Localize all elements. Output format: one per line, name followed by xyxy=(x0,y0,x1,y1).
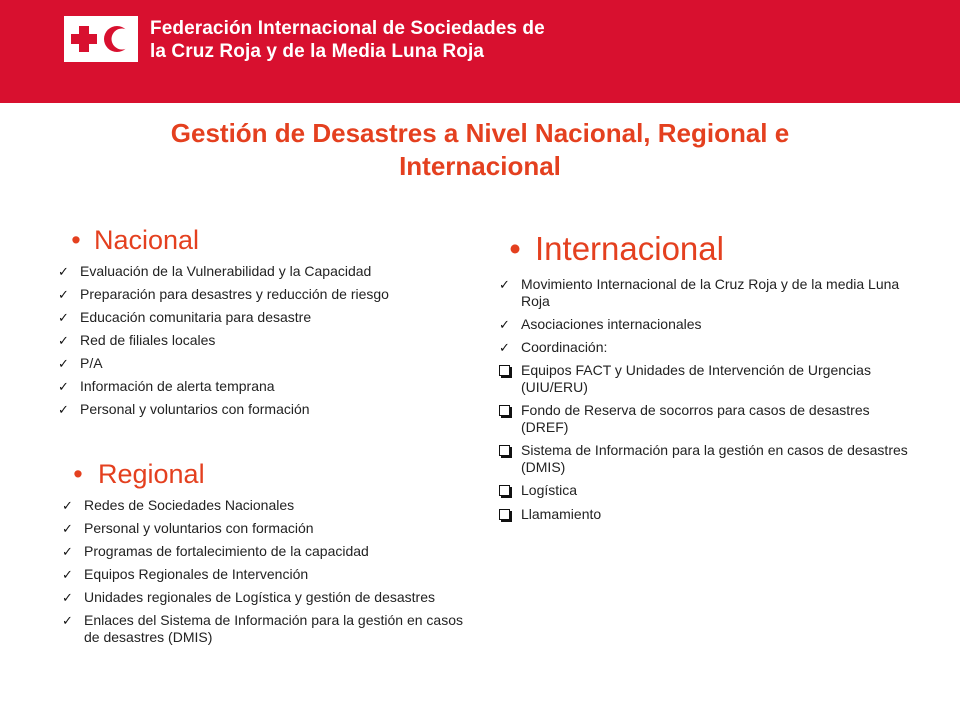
checkmark-icon: ✓ xyxy=(499,340,510,355)
checkmark-icon: ✓ xyxy=(58,333,69,348)
nacional-list xyxy=(58,263,458,418)
nacional-heading xyxy=(58,222,458,258)
list-item-text: Evaluación de la Vulnerabilidad y la Capacidad xyxy=(80,263,372,279)
regional-list xyxy=(58,497,468,646)
list-item xyxy=(62,566,468,583)
list-item-text: Preparación para desastres y reducción de riesgo xyxy=(80,286,389,302)
list-item xyxy=(62,520,468,537)
list-item xyxy=(58,378,458,395)
list-item-text: Personal y voluntarios con formación xyxy=(80,401,310,417)
checkmark-icon: ✓ xyxy=(62,567,73,582)
page-title xyxy=(40,117,920,183)
internacional-heading-text: Internacional xyxy=(535,230,724,267)
list-item-text: Coordinación: xyxy=(521,339,608,355)
checkmark-icon: ✓ xyxy=(58,356,69,371)
list-item xyxy=(62,543,468,560)
checkmark-icon: ✓ xyxy=(499,277,510,292)
checkmark-icon: ✓ xyxy=(58,379,69,394)
list-item-text: Fondo de Reserva de socorros para casos de desastres (DREF) xyxy=(521,402,870,435)
list-item-text: Información de alerta temprana xyxy=(80,378,275,394)
list-item xyxy=(499,482,915,500)
red-cross-crescent-icon xyxy=(64,16,138,62)
list-item xyxy=(58,309,458,326)
list-item xyxy=(58,286,458,303)
box-bullet-icon xyxy=(499,506,521,524)
header-banner xyxy=(0,0,960,103)
list-item-text: Llamamiento xyxy=(521,506,602,522)
list-item xyxy=(62,612,468,646)
list-item xyxy=(58,263,458,280)
org-name-line1: Federación Internacional de Sociedades de xyxy=(150,18,545,39)
title-line2: Internacional xyxy=(399,151,561,181)
list-item-text: Equipos FACT y Unidades de Intervención de Urgencias (UIU/ERU) xyxy=(521,362,871,395)
list-item-text: Personal y voluntarios con formación xyxy=(84,520,314,536)
regional-heading xyxy=(58,456,468,492)
list-item xyxy=(499,316,915,333)
list-item xyxy=(499,442,915,476)
list-item-text: Enlaces del Sistema de Información para la gestión en casos de desastres (DMIS) xyxy=(84,612,463,645)
nacional-section xyxy=(58,222,458,424)
checkmark-icon: ✓ xyxy=(58,310,69,325)
org-name-line2: la Cruz Roja y de la Media Luna Roja xyxy=(150,41,485,62)
organization-name xyxy=(150,17,545,63)
list-item xyxy=(499,276,915,310)
checkmark-icon: ✓ xyxy=(62,544,73,559)
list-item-text: Asociaciones internacionales xyxy=(521,316,702,332)
bullet-icon: • xyxy=(509,230,521,267)
list-item xyxy=(58,401,458,418)
list-item-text: Unidades regionales de Logística y gestión de desastres xyxy=(84,589,435,605)
nacional-heading-text: Nacional xyxy=(94,224,200,255)
bullet-icon: • xyxy=(71,224,81,255)
list-item-text: Programas de fortalecimiento de la capacidad xyxy=(84,543,369,559)
checkmark-icon: ✓ xyxy=(62,521,73,536)
list-item-text: Sistema de Información para la gestión en casos de desastres (DMIS) xyxy=(521,442,908,475)
box-bullet-icon xyxy=(499,442,521,460)
internacional-section xyxy=(495,228,915,530)
title-line1: Gestión de Desastres a Nivel Nacional, Regional e xyxy=(170,118,790,148)
bullet-icon: • xyxy=(73,458,83,489)
list-item xyxy=(62,589,468,606)
regional-section xyxy=(58,456,468,652)
list-item xyxy=(499,362,915,396)
list-item xyxy=(499,339,915,356)
list-item-text: Educación comunitaria para desastre xyxy=(80,309,312,325)
checkmark-icon: ✓ xyxy=(58,402,69,417)
list-item-text: Logística xyxy=(521,482,578,498)
list-item-text: Red de filiales locales xyxy=(80,332,216,348)
list-item xyxy=(62,497,468,514)
checkmark-icon: ✓ xyxy=(62,590,73,605)
checkmark-icon: ✓ xyxy=(58,264,69,279)
list-item xyxy=(499,506,915,524)
list-item xyxy=(58,332,458,349)
list-item xyxy=(58,355,458,372)
box-bullet-icon xyxy=(499,482,521,500)
list-item xyxy=(499,402,915,436)
checkmark-icon: ✓ xyxy=(62,613,73,628)
checkmark-icon: ✓ xyxy=(499,317,510,332)
list-item-text: P/A xyxy=(80,355,103,371)
regional-heading-text: Regional xyxy=(98,458,205,489)
box-bullet-icon xyxy=(499,402,521,420)
list-item-text: Movimiento Internacional de la Cruz Roja y de la media Luna Roja xyxy=(521,276,900,309)
list-item-text: Equipos Regionales de Intervención xyxy=(84,566,309,582)
box-bullet-icon xyxy=(499,362,521,380)
ifrc-logo xyxy=(64,16,138,62)
checkmark-icon: ✓ xyxy=(58,287,69,302)
checkmark-icon: ✓ xyxy=(62,498,73,513)
internacional-list xyxy=(495,276,915,524)
internacional-heading xyxy=(495,228,915,270)
list-item-text: Redes de Sociedades Nacionales xyxy=(84,497,295,513)
